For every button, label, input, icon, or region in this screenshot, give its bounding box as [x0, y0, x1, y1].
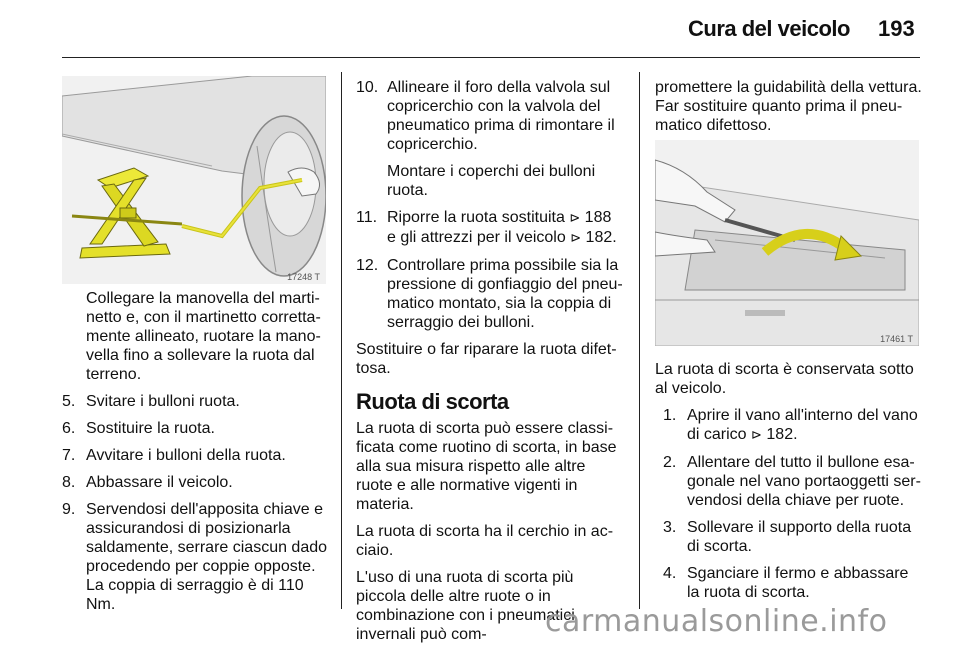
paragraph: L'uso di una ruota di scorta più piccola delle altre ruote o in combinazione con i pneumatici invernali può com- — [356, 569, 575, 643]
trunk-drawing — [655, 140, 919, 346]
step-text: Controllare prima possibile sia la pressione di gonfiaggio del pneu-matico montato, sia la coppia di serraggio dei bulloni. — [387, 257, 623, 331]
jack-illustration — [62, 76, 326, 284]
step-number: 3. — [663, 519, 677, 536]
page-ref-icon: ⊳ — [751, 428, 762, 443]
step-text: Aprire il vano all'interno del vano di carico — [687, 407, 918, 443]
column-2 — [356, 78, 624, 652]
list-item — [62, 473, 330, 492]
step-number: 5. — [62, 393, 76, 410]
list-item — [663, 518, 923, 556]
page-ref-icon: ⊳ — [569, 211, 581, 226]
step-text: Allentare del tutto il bullone esa-gonale nel vano portaoggetti ser-vendosi della chiave per ruote. — [687, 454, 921, 509]
list-item — [62, 392, 330, 411]
step-text: Riporre la ruota sostituita — [387, 209, 570, 226]
step-text: Sostituire la ruota. — [86, 420, 215, 437]
page-number: 193 — [878, 16, 915, 41]
list-item — [62, 500, 330, 614]
paragraph: La ruota di scorta è conservata sotto al veicolo. — [655, 361, 914, 397]
step-number: 9. — [62, 501, 76, 518]
jack-drawing — [62, 76, 326, 284]
column-divider-2 — [639, 72, 640, 609]
step-intro: Collegare la manovella del marti-netto e, con il martinetto corretta-mente allineato, ruotare la mano-vella fino a sollevare la ruota dal terreno. — [86, 290, 321, 383]
column-3-lower — [655, 360, 923, 610]
step-text: Sollevare il supporto della ruota di scorta. — [687, 519, 912, 555]
step-text: Servendosi dell'apposita chiave e assicurandosi di posizionarla saldamente, serrare ciascun dado procedendo per coppie opposte. La coppia di serraggio è di 110 Nm. — [86, 501, 328, 613]
column-divider-1 — [341, 72, 342, 609]
step-number: 10. — [356, 79, 379, 96]
step-number: 11. — [356, 209, 378, 226]
list-item — [663, 564, 923, 602]
step-number: 1. — [663, 407, 677, 424]
step-text: Svitare i bulloni ruota. — [86, 393, 240, 410]
column-3 — [655, 78, 923, 143]
step-text: Abbassare il veicolo. — [86, 474, 233, 491]
paragraph: La ruota di scorta ha il cerchio in ac-ciaio. — [356, 523, 614, 559]
page-ref-link[interactable]: 188 — [584, 209, 612, 226]
figure-code: 17461 T — [880, 334, 913, 344]
list-item — [62, 419, 330, 438]
step-number: 6. — [62, 420, 76, 437]
section-heading: Ruota di scorta — [356, 389, 509, 414]
list-item — [62, 446, 330, 465]
page-title: Cura del veicolo — [688, 16, 850, 41]
step-subtext: Montare i coperchi dei bulloni ruota. — [387, 163, 596, 199]
list-item — [356, 78, 624, 200]
paragraph: Sostituire o far riparare la ruota difet-tosa. — [356, 341, 617, 377]
column-1 — [62, 289, 330, 622]
list-item — [663, 453, 923, 510]
step-text: Avvitare i bulloni della ruota. — [86, 447, 286, 464]
list-item — [356, 208, 624, 248]
list-item — [663, 406, 923, 445]
list-item — [356, 256, 624, 332]
step-text: Allineare il foro della valvola sul copricerchio con la valvola del pneumatico prima di rimontare il copricerchio. — [387, 79, 615, 153]
step-number: 7. — [62, 447, 76, 464]
step-text: Sganciare il fermo e abbassare la ruota di scorta. — [687, 565, 909, 601]
paragraph: promettere la guidabilità della vettura. Far sostituire quanto prima il pneu-matico difettoso. — [655, 79, 922, 134]
step-number: 12. — [356, 257, 379, 274]
page-ref-icon: ⊳ — [570, 231, 582, 246]
page-ref-link[interactable]: 182. — [766, 426, 798, 443]
paragraph: La ruota di scorta può essere classi-ficata come ruotino di scorta, in base alla sua misura rispetto alle altre ruote e alle normative vigenti in materia. — [356, 420, 617, 513]
page-ref-link[interactable]: 182. — [585, 229, 617, 246]
trunk-illustration — [655, 140, 919, 346]
step-number: 4. — [663, 565, 677, 582]
step-number: 2. — [663, 454, 677, 471]
step-number: 8. — [62, 474, 76, 491]
header-divider — [62, 57, 920, 58]
watermark[interactable]: carmanualsonline.info — [545, 604, 888, 639]
step-text: e gli attrezzi per il veicolo — [387, 229, 571, 246]
figure-code: 17248 T — [287, 272, 320, 282]
